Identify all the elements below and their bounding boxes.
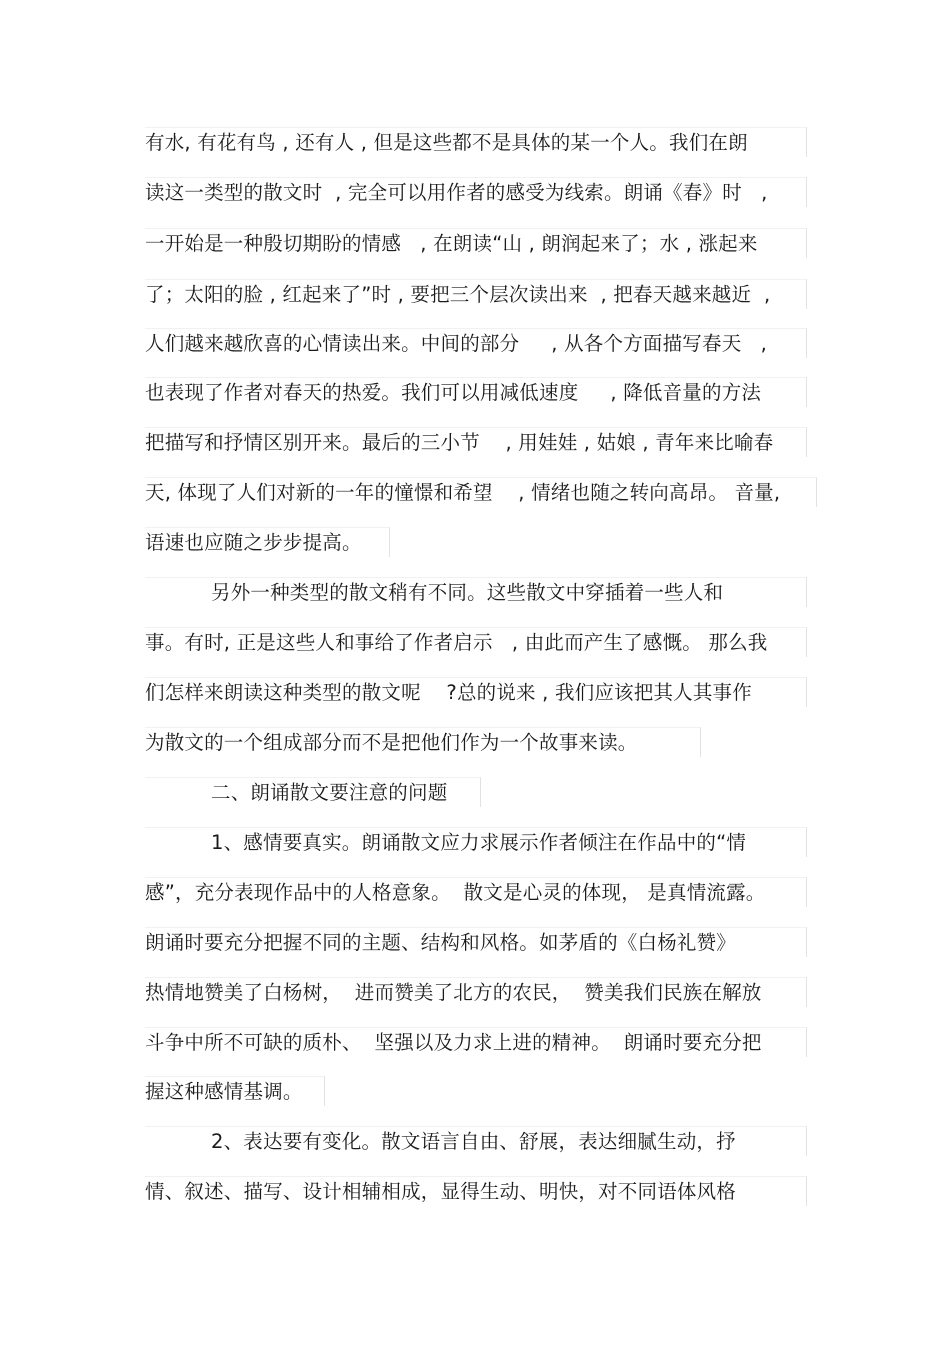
paragraph-2-line-2: 事。有时, 正是这些人和事给了作者启示 , 由此而产生了感慨。 那么我 — [145, 627, 807, 657]
section-heading: 二、朗诵散文要注意的问题 — [145, 777, 481, 807]
text-line-2: 读这一类型的散文时 , 完全可以用作者的感受为线索。朗诵《春》时 , — [145, 177, 807, 207]
text-line-4: 了；太阳的脸 , 红起来了”时 , 要把三个层次读出来 , 把春天越来越近 , — [145, 279, 807, 309]
paragraph-4-line-2: 情、叙述、描写、设计相辅相成，显得生动、明快，对不同语体风格 — [145, 1176, 807, 1206]
text-line-5: 人们越来越欣喜的心情读出来。中间的部分 , 从各个方面描写春天 , — [145, 328, 807, 358]
paragraph-4-line-1: 2、表达要有变化。散文语言自由、舒展，表达细腻生动，抒 — [145, 1126, 807, 1156]
paragraph-2-line-3: 们怎样来朗读这种类型的散文呢 ?总的说来 , 我们应该把其人其事作 — [145, 677, 807, 707]
text-line-6: 也表现了作者对春天的热爱。我们可以用减低速度 , 降低音量的方法 — [145, 377, 807, 407]
text-line-3: 一开始是一种殷切期盼的情感 , 在朗读“山 , 朗润起来了；水 , 涨起来 — [145, 228, 807, 258]
text-line-8: 天, 体现了人们对新的一年的憧憬和希望 , 情绪也随之转向高昂。 音量, — [145, 477, 817, 507]
paragraph-2-line-1: 另外一种类型的散文稍有不同。这些散文中穿插着一些人和 — [145, 577, 807, 607]
paragraph-3-line-6: 握这种感情基调。 — [145, 1076, 325, 1106]
paragraph-2-line-4: 为散文的一个组成部分而不是把他们作为一个故事来读。 — [145, 727, 701, 757]
text-line-7: 把描写和抒情区别开来。最后的三小节 , 用娃娃 , 姑娘 , 青年来比喻春 — [145, 427, 807, 457]
text-line-1: 有水, 有花有鸟 , 还有人 , 但是这些都不是具体的某一个人。我们在朗 — [145, 127, 807, 157]
paragraph-3-line-5: 斗争中所不可缺的质朴、 坚强以及力求上进的精神。 朗诵时要充分把 — [145, 1027, 807, 1057]
paragraph-3-line-3: 朗诵时要充分把握不同的主题、结构和风格。如茅盾的《白杨礼赞》 — [145, 927, 807, 957]
paragraph-3-line-1: 1、感情要真实。朗诵散文应力求展示作者倾注在作品中的“情 — [145, 827, 807, 857]
text-line-9: 语速也应随之步步提高。 — [145, 527, 390, 557]
paragraph-3-line-4: 热情地赞美了白杨树， 进而赞美了北方的农民， 赞美我们民族在解放 — [145, 977, 807, 1007]
paragraph-3-line-2: 感”，充分表现作品中的人格意象。 散文是心灵的体现， 是真情流露。 — [145, 877, 807, 907]
